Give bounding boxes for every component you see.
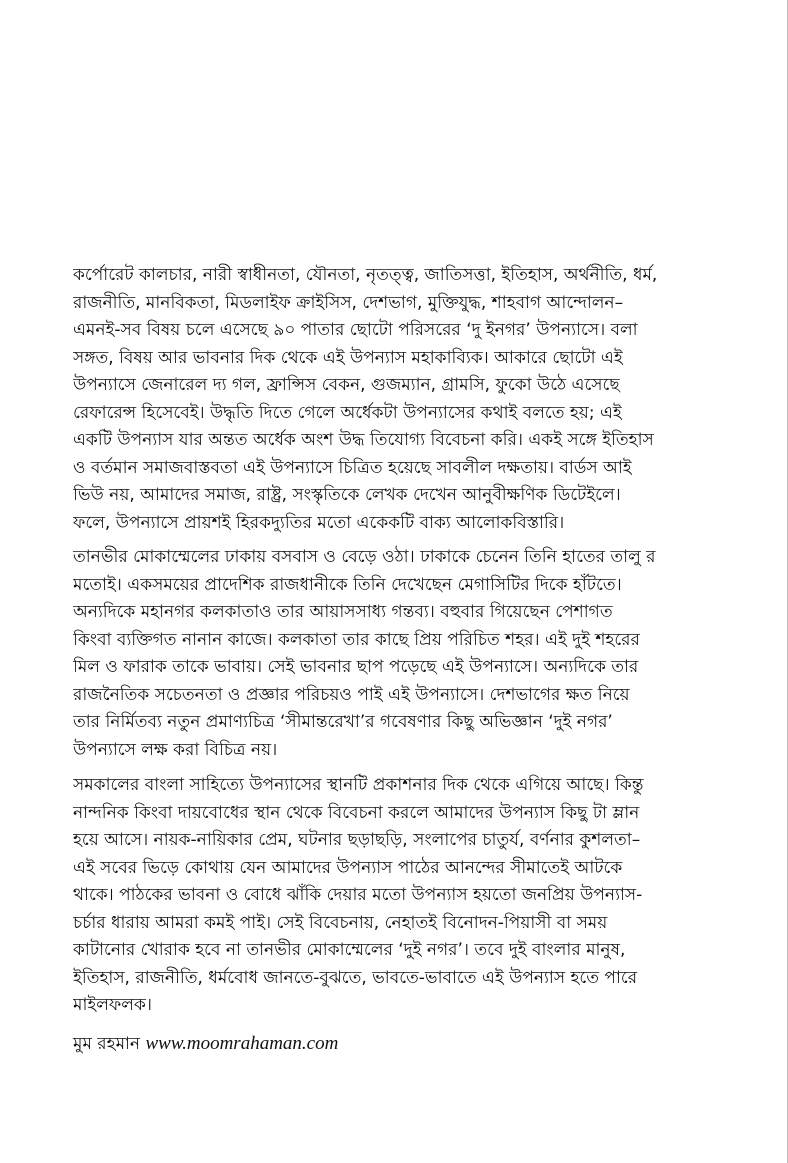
paragraph-3 [73, 772, 715, 1020]
text-line: মতোই। একসময়ের প্রাদেশিক রাজধানীকে তিনি দেখেছেন মেগাসিটির দিকে হাঁটতে। [73, 574, 622, 595]
text-line: উপন্যাসে লক্ষ করা বিচিত্র নয়। [73, 739, 278, 760]
text-line: উপন্যাসে জেনারেল দ্য গল, ফ্রান্সিস বেকন, গুজম্যান, গ্রামসি, ফুকো উঠে এসেছে [73, 375, 620, 395]
text-line: তানভীর মোকাম্মেলের ঢাকায় বসবাস ও বেড়ে ওঠা। ঢাকাকে চেনেন তিনি হাতের তালু র [73, 547, 656, 567]
text-line: অন্যদিকে মহানগর কলকাতাও তার আয়াসসাধ্য গন্তব্য। বহুবার গিয়েছেন পেশাগত [73, 602, 613, 622]
author-signature [73, 1030, 715, 1058]
author-website: www.moomrahaman.com [145, 1032, 339, 1054]
paragraph-2 [73, 544, 715, 764]
text-line: নান্দনিক কিংবা দায়বোধের স্থান থেকে বিবেচনা করলে আমাদের উপন্যাস কিছু টা ম্লান [73, 802, 640, 823]
text-line: সঙ্গত, বিষয় আর ভাবনার দিক থেকে এই উপন্যাস মহাকাব্যিক। আকারে ছোটো এই [73, 347, 623, 368]
text-body [73, 262, 715, 1058]
text-line: এমনই-সব বিষয় চলে এসেছে ৯০ পাতার ছোটো পরিসরের ‘দু ইনগর’ উপন্যাসে। বলা [73, 320, 638, 340]
text-line: একটি উপন্যাস যার অন্তত অর্ধেক অংশ উদ্ধ তিযোগ্য বিবেচনা করি। একই সঙ্গে ইতিহাস [73, 430, 654, 450]
text-line: রেফারেন্স হিসেবেই। উদ্ধৃতি দিতে গেলে অর্ধেকটা উপন্যাসের কথাই বলতে হয়; এই [73, 402, 622, 423]
text-line: ভিউ নয়, আমাদের সমাজ, রাষ্ট্র, সংস্কৃতিকে লেখক দেখেন আনুবীক্ষণিক ডিটেইলে। [73, 485, 621, 505]
text-line: রাজনীতি, মানবিকতা, মিডলাইফ ক্রাইসিস, দেশভাগ, মুক্তিযুদ্ধ, শাহবাগ আন্দোলন– [73, 292, 624, 313]
text-line: সমকালের বাংলা সাহিত্যে উপন্যাসের স্থানটি প্রকাশনার দিক থেকে এগিয়ে আছে। কিন্তু [73, 775, 644, 795]
text-line: হয়ে আসে। নায়ক-নায়িকার প্রেম, ঘটনার ছড়াছড়ি, সংলাপের চাতুর্য, বর্ণনার কুশলতা– [73, 830, 641, 850]
text-line: মাইলফলক। [73, 995, 152, 1015]
text-line: তার নির্মিতব্য নতুন প্রমাণ্যচিত্র ‘সীমান্তরেখা’র গবেষণার কিছু অভিজ্ঞান ‘দুই নগর’ [73, 712, 613, 732]
text-line: থাকে। পাঠকের ভাবনা ও বোধে ঝাঁকি দেয়ার মতো উপন্যাস হয়তো জনপ্রিয় উপন্যাস- [73, 885, 643, 905]
author-name: মুম রহমান [73, 1033, 141, 1054]
text-line: এই সবের ভিড়ে কোথায় যেন আমাদের উপন্যাস পাঠের আনন্দের সীমাতেই আটকে [73, 857, 623, 878]
text-line: চর্চার ধারায় আমরা কমই পাই। সেই বিবেচনায়, নেহাতই বিনোদন-পিয়াসী বা সময় [73, 912, 608, 933]
text-line: কাটানোর খোরাক হবে না তানভীর মোকাম্মেলের ‘দুই নগর’। তবে দুই বাংলার মানুষ, [73, 940, 626, 960]
text-line: মিল ও ফারাক তাকে ভাবায়। সেই ভাবনার ছাপ পড়েছে এই উপন্যাসে। অন্যদিকে তার [73, 657, 639, 677]
text-line: কিংবা ব্যক্তিগত নানান কাজে। কলকাতা তার কাছে প্রিয় পরিচিত শহর। এই দুই শহরের [73, 629, 640, 650]
text-line: ফলে, উপন্যাসে প্রায়শই হিরকদ্যুতির মতো একেকটি বাক্য আলোকবিস্তারি। [73, 512, 565, 533]
text-line: রাজনৈতিক সচেতনতা ও প্রজ্ঞার পরিচয়ও পাই এই উপন্যাসে। দেশভাগের ক্ষত নিয়ে [73, 684, 630, 705]
text-line: ও বর্তমান সমাজবাস্তবতা এই উপন্যাসে চিত্রিত হয়েছে সাবলীল দক্ষতায়। বার্ডস আই [73, 457, 632, 478]
text-line: ইতিহাস, রাজনীতি, ধর্মবোধ জানতে-বুঝতে, ভাবতে-ভাবাতে এই উপন্যাস হতে পারে [73, 967, 638, 988]
paragraph-1 [73, 262, 715, 537]
text-line: কর্পোরেট কালচার, নারী স্বাধীনতা, যৌনতা, নৃতত্ত্ব, জাতিসত্তা, ইতিহাস, অর্থনীতি, ধর্ম, [73, 265, 658, 285]
